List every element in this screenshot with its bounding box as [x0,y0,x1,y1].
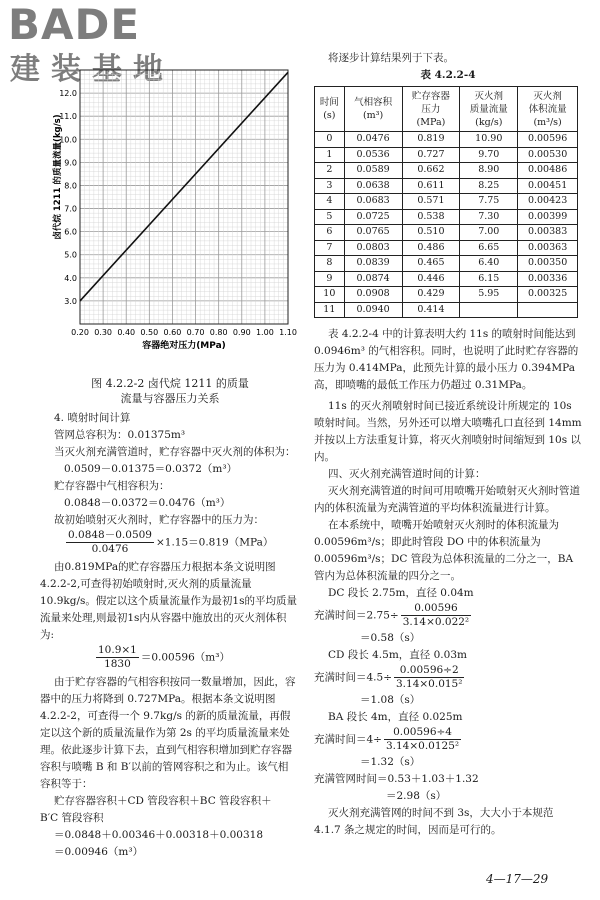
table-cell: 0.0638 [344,178,402,194]
table-cell: 7.30 [460,209,518,225]
table-cell: 0.00486 [518,163,578,179]
table-header-cell: 灭火剂 体积流量 (m³/s) [518,87,578,132]
y-tick-label: 7.0 [64,204,77,214]
y-tick-label: 3.0 [64,296,77,306]
total-result: ＝2.98（s） [386,790,447,802]
table-header-cell: 灭火剂 质量流量 (kg/s) [460,87,518,132]
table-cell: 0.429 [402,287,460,303]
table-cell: 9 [315,271,345,287]
paragraph: 灭火剂充满管网的时间不到 3s，大大小于本规范 4.1.7 条之规定的时间，因而是可行的。 [314,807,554,836]
table-cell: 0.446 [402,271,460,287]
table-cell: 0.00399 [518,209,578,225]
table-cell: 6.40 [460,256,518,272]
left-column [40,410,298,861]
fraction: $\frac{0.0848-0.0509}{0.0476}$ [68,529,152,555]
dc-equation: 充满时间＝2.75÷ $\frac{0.00596}{\text{3.14×0.022²}}$ [314,602,470,628]
table-cell: 0.00451 [518,178,578,194]
series-line [80,72,288,301]
y-tick-label: 6.0 [64,227,77,237]
table-cell: 0.0803 [344,240,402,256]
table-cell: 0.00363 [518,240,578,256]
table-header-cell: 贮存容器 压力 (MPa) [402,87,460,132]
y-tick-label: 10.0 [59,135,77,145]
table-cell: 0.486 [402,240,460,256]
pressure-equation: $\frac{0.0848-0.0509}{0.0476}$ ×1.15＝0.819（MPa） [68,529,274,555]
table-cell: 11 [315,302,345,318]
table-cell: 0.727 [402,147,460,163]
ba-result: ＝1.32（s） [360,756,421,768]
table-header-cell: 时间 (s) [315,87,345,132]
table-cell: 0.0683 [344,194,402,210]
table-title: 表 4.2.2-4 [420,69,476,81]
x-tick-label: 0.50 [140,328,159,337]
total-time: 充满管网时间＝0.53＋1.03＋1.32 [314,773,479,785]
table-cell: 0 [315,132,345,148]
table-row [315,225,578,241]
x-tick-label: 0.90 [232,328,251,337]
paragraph: 贮存容器中气相容积为： [54,480,170,492]
table-cell: 0.0908 [344,287,402,303]
table-cell: 0.611 [402,178,460,194]
equation: 0.0509－0.01375＝0.0372（m³） [64,463,238,475]
table-cell: 7 [315,240,345,256]
cd-equation: 充满时间＝4.5÷ $\frac{0.00596\div 2}{\text{3.14×0.015²}}$ [314,664,463,690]
x-tick-label: 0.20 [71,328,89,337]
x-tick-label: 1.10 [279,328,297,337]
table-row [315,209,578,225]
table-cell: 0.0839 [344,256,402,272]
table-cell: 0.0725 [344,209,402,225]
x-tick-label: 0.80 [209,328,228,337]
paragraph: 由于贮存容器的气相容积按同一数量增加，因此，容器中的压力将降到 0.727MPa。根据本条文说明图 4.2.2-2，可查得一个 9.7kg/s 的新的质量流量，再假定以这个新的质量流量作为第 2s 的平均质量流量来处理。依此逐步计算下去，直到气相容积增加到贮存容器容积与喷嘴 B 和 B′以前的管网容积之和为止。该气相容积等于： [40,676,296,790]
table-cell: 10.90 [460,132,518,148]
table-cell: 0.0874 [344,271,402,287]
table-cell: 7.75 [460,194,518,210]
table-cell: 0.00325 [518,287,578,303]
table-row [315,163,578,179]
paragraph: 当灭火剂充满管道时，贮存容器中灭火剂的体积为： [54,446,296,458]
y-axis-label: 卤代烷 1211 的质量流量(kg/s) [53,114,63,240]
page-number: 4—17—29 [486,872,549,886]
table-row [315,271,578,287]
table-cell: 0.0765 [344,225,402,241]
paragraph: B′C 管段容积 [40,812,104,824]
table-row [315,240,578,256]
table-cell: 0.662 [402,163,460,179]
x-tick-label: 0.60 [163,328,182,337]
section-heading: 四、灭火剂充满管道时间的计算： [328,468,486,480]
equation: ＝0.00946（m³） [54,846,144,858]
table-cell: 6.15 [460,271,518,287]
table-cell: 0.571 [402,194,460,210]
section-heading: 4. 喷射时间计算 [54,412,131,424]
y-tick-label: 12.0 [59,89,77,99]
table-cell: 0.465 [402,256,460,272]
table-row [315,256,578,272]
paragraph: 故初始喷射灭火剂时，贮存容器中的压力为： [54,514,264,526]
table-intro: 将逐步计算结果列于下表。 [328,52,454,64]
table-cell: 5 [315,209,345,225]
table-cell: 0.00350 [518,256,578,272]
table-cell: 10 [315,287,345,303]
logo-text: BADE [8,0,141,49]
table-cell: 2 [315,163,345,179]
logo-subtitle: 建装基地 [10,52,174,87]
x-tick-label: 0.70 [186,328,205,337]
y-tick-label: 11.0 [59,112,77,122]
paragraph: 灭火剂充满管道的时间可用喷嘴开始喷射灭火剂时管道内的体积流量为充满管道的平均体积流量进行计算。 [314,485,580,514]
plot-frame [80,70,288,324]
table-row [315,302,578,318]
y-tick-label: 5.0 [64,250,77,260]
table-cell: 8 [315,256,345,272]
x-tick-label: 1.00 [255,328,274,337]
fraction: $\frac{10.9\times 1}{1830}$ [98,644,137,670]
table-cell: 0.00596 [518,132,578,148]
table-cell: 0.0536 [344,147,402,163]
table-cell: 5.95 [460,287,518,303]
segment-dc: DC 段长 2.75m，直径 0.04m [328,587,474,599]
table-row [315,194,578,210]
table-cell: 0.00336 [518,271,578,287]
x-tick-label: 0.40 [117,328,136,337]
table-cell: 0.819 [402,132,460,148]
figure-caption [40,376,300,406]
table-cell: 8.90 [460,163,518,179]
table-cell: 6 [315,225,345,241]
x-axis-label: 容器绝对压力(MPa) [142,341,226,351]
table-cell: 7.00 [460,225,518,241]
table-cell: 0.0476 [344,132,402,148]
table-cell: 0.414 [402,302,460,318]
y-tick-label: 4.0 [64,273,77,283]
table-cell: 3 [315,178,345,194]
table-cell: 4 [315,194,345,210]
paragraph: 贮存容器容积＋CD 管段容积＋BC 管段容积＋ [54,795,272,807]
right-column [314,50,582,839]
table-cell: 0.510 [402,225,460,241]
dc-result: ＝0.58（s） [360,632,421,644]
y-tick-label: 9.0 [64,158,77,168]
pipe-volume: 管网总容积为：0.01375m³ [54,429,186,441]
equation: ＝0.0848＋0.00346＋0.00318＋0.00318 [54,829,264,841]
cd-result: ＝1.08（s） [360,694,421,706]
table-cell: 0.00423 [518,194,578,210]
paragraph: 表 4.2.2-4 中的计算表明大约 11s 的喷射时间能达到 0.0946m³ 的气相容积。同时，也说明了此时贮存容器的压力为 0.414MPa，此预先计算的最小压力 0.394MPa 高，即喷嘴的最低工作压力仍超过 0.31MPa。 [314,328,579,391]
segment-ba: BA 段长 4m，直径 0.025m [328,711,463,723]
table-cell: 1 [315,147,345,163]
table-cell: 0.0940 [344,302,402,318]
figure-caption-line2: 流量与容器压力关系 [120,392,220,405]
equation: 0.0848－0.0372＝0.0476（m³） [64,497,231,509]
flow-pressure-chart [48,62,298,372]
table-cell: 0.538 [402,209,460,225]
table-row [315,287,578,303]
paragraph: 由0.819MPa的贮存容器压力根据本条文说明图4.2.2-2,可查得初始喷射时,灭火剂的质量流量10.9kg/s。假定以这个质量流量作为最初1s的平均质量流量来处理,则最初1s内从容器中施放出的灭火剂体积为: [40,561,297,641]
y-tick-label: 8.0 [64,181,77,191]
table-row [315,132,578,148]
table-cell: 0.00530 [518,147,578,163]
table-cell [518,302,578,318]
ba-equation: 充满时间＝4÷ $\frac{0.00596\div 4}{\text{3.14×0.0125²}}$ [314,726,460,752]
table-row [315,178,578,194]
table-row [315,147,578,163]
figure-caption-line1: 图 4.2.2-2 卤代烷 1211 的质量 [91,377,249,390]
table-header-cell: 气相容积 (m³) [344,87,402,132]
volume-equation: $\frac{10.9\times 1}{1830}$ ＝0.00596（m³） [98,644,230,670]
table-cell: 0.0589 [344,163,402,179]
paragraph: 11s 的灭火剂喷射时间已接近系统设计所规定的 10s 喷射时间。当然，另外还可以增大喷嘴孔口直径到 14mm 并按以上方法重复计算，将灭火剂喷射时间缩短到 10s 以内。 [314,400,582,463]
table-cell: 0.00383 [518,225,578,241]
paragraph: 在本系统中，喷嘴开始喷射灭火剂时的体积流量为 0.00596m³/s；即此时管段 DO 中的体积流量为 0.00596m³/s；DC 管段为总体积流量的二分之一，BA 管内为总体积流量的四分之一。 [314,519,574,582]
segment-cd: CD 段长 4.5m，直径 0.03m [328,649,467,661]
table-cell: 9.70 [460,147,518,163]
table-cell [460,302,518,318]
results-table [314,86,578,318]
table-cell: 8.25 [460,178,518,194]
x-tick-label: 0.30 [94,328,113,337]
table-cell: 6.65 [460,240,518,256]
